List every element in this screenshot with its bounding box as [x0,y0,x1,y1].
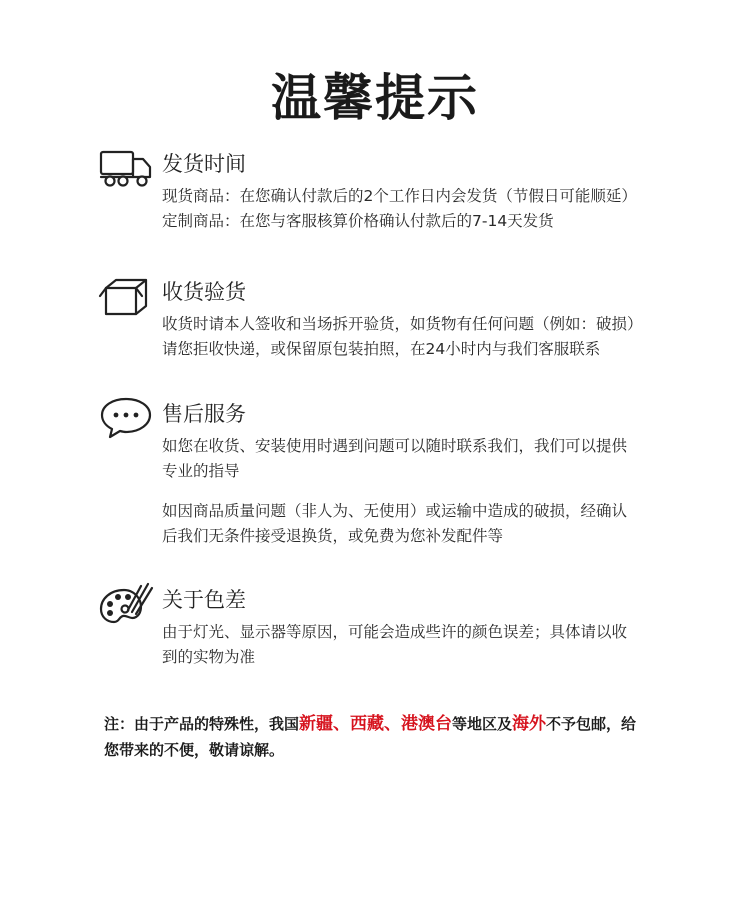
section-body [162,620,682,670]
text-line: 请您拒收快递，或保留原包装拍照，在24小时内与我们客服联系 [162,340,601,358]
section-body [162,184,682,234]
region-tibet: 西藏 [350,714,385,734]
note-line-2: 您带来的不便，敬请谅解。 [104,741,285,759]
text-line: 收货时请本人签收和当场拆开验货，如货物有任何问题（例如：破损） [162,315,643,333]
note-prefix: 注：由于产品的特殊性，我国 [104,715,300,733]
note-middle: 等地区及 [452,715,513,733]
shipping-note [104,711,664,763]
text-line: 如因商品质量问题（非人为、无使用）或运输中造成的破损，经确认 [162,502,628,520]
text-line: 后我们无条件接受退换货，或免费为您补发配件等 [162,527,504,545]
chat-bubble-icon [98,396,154,440]
region-overseas: 海外 [512,714,547,734]
section-heading: 收货验货 [162,280,246,304]
page-title: 温馨提示 [271,69,479,127]
text-line: 定制商品：在您与客服核算价格确认付款后的7-14天发货 [162,212,554,230]
text-line: 专业的指导 [162,462,240,480]
section-heading: 售后服务 [162,402,246,426]
text-line: 如您在收货、安装使用时遇到问题可以随时联系我们，我们可以提供 [162,437,628,455]
text-line: 到的实物为准 [162,648,256,666]
region-xinjiang: 新疆 [299,714,334,734]
text-line: 由于灯光、显示器等原因，可能会造成些许的颜色误差；具体请以收 [162,623,628,641]
box-icon [98,274,154,318]
region-hk-macao-taiwan: 港澳台 [401,714,453,734]
palette-icon [98,582,154,626]
section-heading: 发货时间 [162,152,246,176]
separator: 、 [333,714,351,734]
section-body [162,312,682,362]
truck-icon [98,146,154,190]
text-line: 现货商品：在您确认付款后的2个工作日内会发货（节假日可能顺延） [162,187,637,205]
section-body [162,434,682,549]
section-heading: 关于色差 [162,588,246,612]
note-suffix: 不予包邮，给 [546,715,637,733]
separator: 、 [384,714,402,734]
